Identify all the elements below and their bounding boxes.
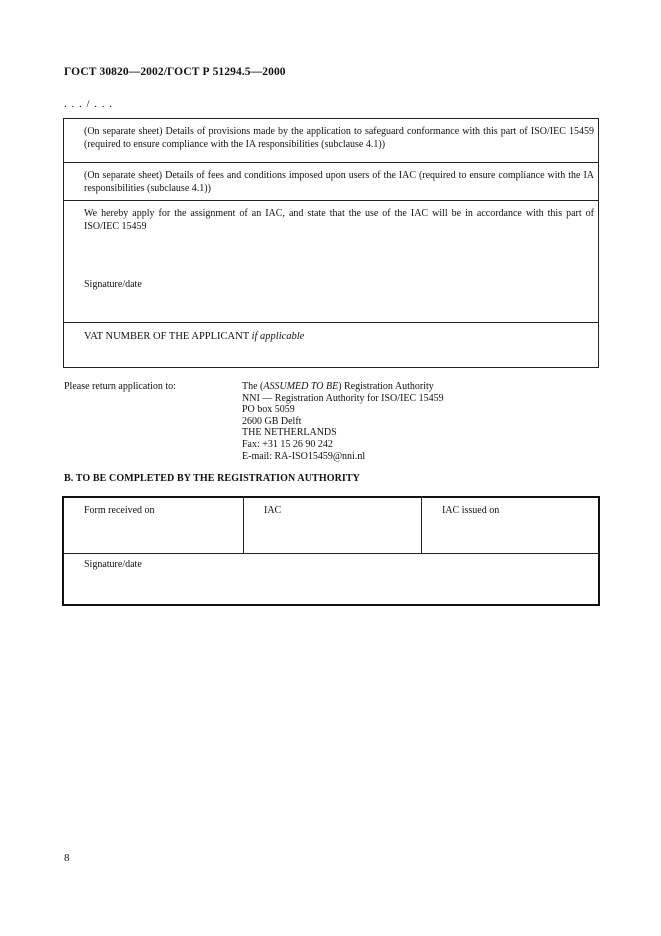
vat-number-row (64, 323, 598, 367)
iac-issued-cell: IAC issued on (442, 505, 500, 516)
provisions-row (64, 119, 598, 163)
iac-cell: IAC (244, 498, 422, 553)
registration-top-row (64, 498, 598, 554)
assumed-to-be-text: ASSUMED TO BE (263, 381, 339, 392)
application-statement-row (64, 201, 598, 323)
vat-number-note: if applicable (251, 331, 305, 342)
provisions-text: (On separate sheet) Details of provisions made by the application to safeguard conformance with this part of ISO/IEC 15459 (required to ensure compliance with the IA responsibilities (subclause 4.1)) (84, 126, 594, 150)
address-line-authority: The (ASSUMED TO BE) Registration Authority (242, 381, 434, 392)
address-line-po-box: PO box 5059 (242, 404, 295, 416)
registration-authority-table (62, 496, 600, 606)
page-number: 8 (64, 852, 70, 864)
fees-text: (On separate sheet) Details of fees and conditions imposed upon users of the IAC (required to ensure compliance with the IA responsibilities (subclause 4.1)) (84, 170, 594, 194)
continuation-marker: . . . / . . . (64, 98, 114, 110)
authority-signature-cell: Signature/date (84, 559, 142, 570)
signature-date-label: Signature/date (84, 279, 142, 290)
form-received-cell: Form received on (64, 498, 244, 553)
application-statement-text: We hereby apply for the assignment of an IAC, and state that the use of the IAC will be in accordance with this part of ISO/IEC 15459 (84, 208, 594, 232)
address-line-email: E-mail: RA-ISO15459@nni.nl (242, 450, 366, 462)
address-line-country: THE NETHERLANDS (242, 427, 337, 439)
fees-row (64, 163, 598, 201)
document-header: ГОСТ 30820—2002/ГОСТ Р 51294.5—2000 (64, 66, 286, 78)
application-form-table (63, 118, 599, 368)
section-b-title: B. TO BE COMPLETED BY THE REGISTRATION AUTHORITY (64, 473, 360, 484)
address-line-fax: Fax: +31 15 26 90 242 (242, 438, 333, 450)
vat-number-label: VAT NUMBER OF THE APPLICANT (84, 331, 249, 342)
return-label: Please return application to: (64, 381, 176, 392)
return-address (242, 381, 542, 462)
address-line-city: 2600 GB Delft (242, 415, 302, 427)
address-line-nni: NNI — Registration Authority for ISO/IEC 15459 (242, 392, 444, 404)
